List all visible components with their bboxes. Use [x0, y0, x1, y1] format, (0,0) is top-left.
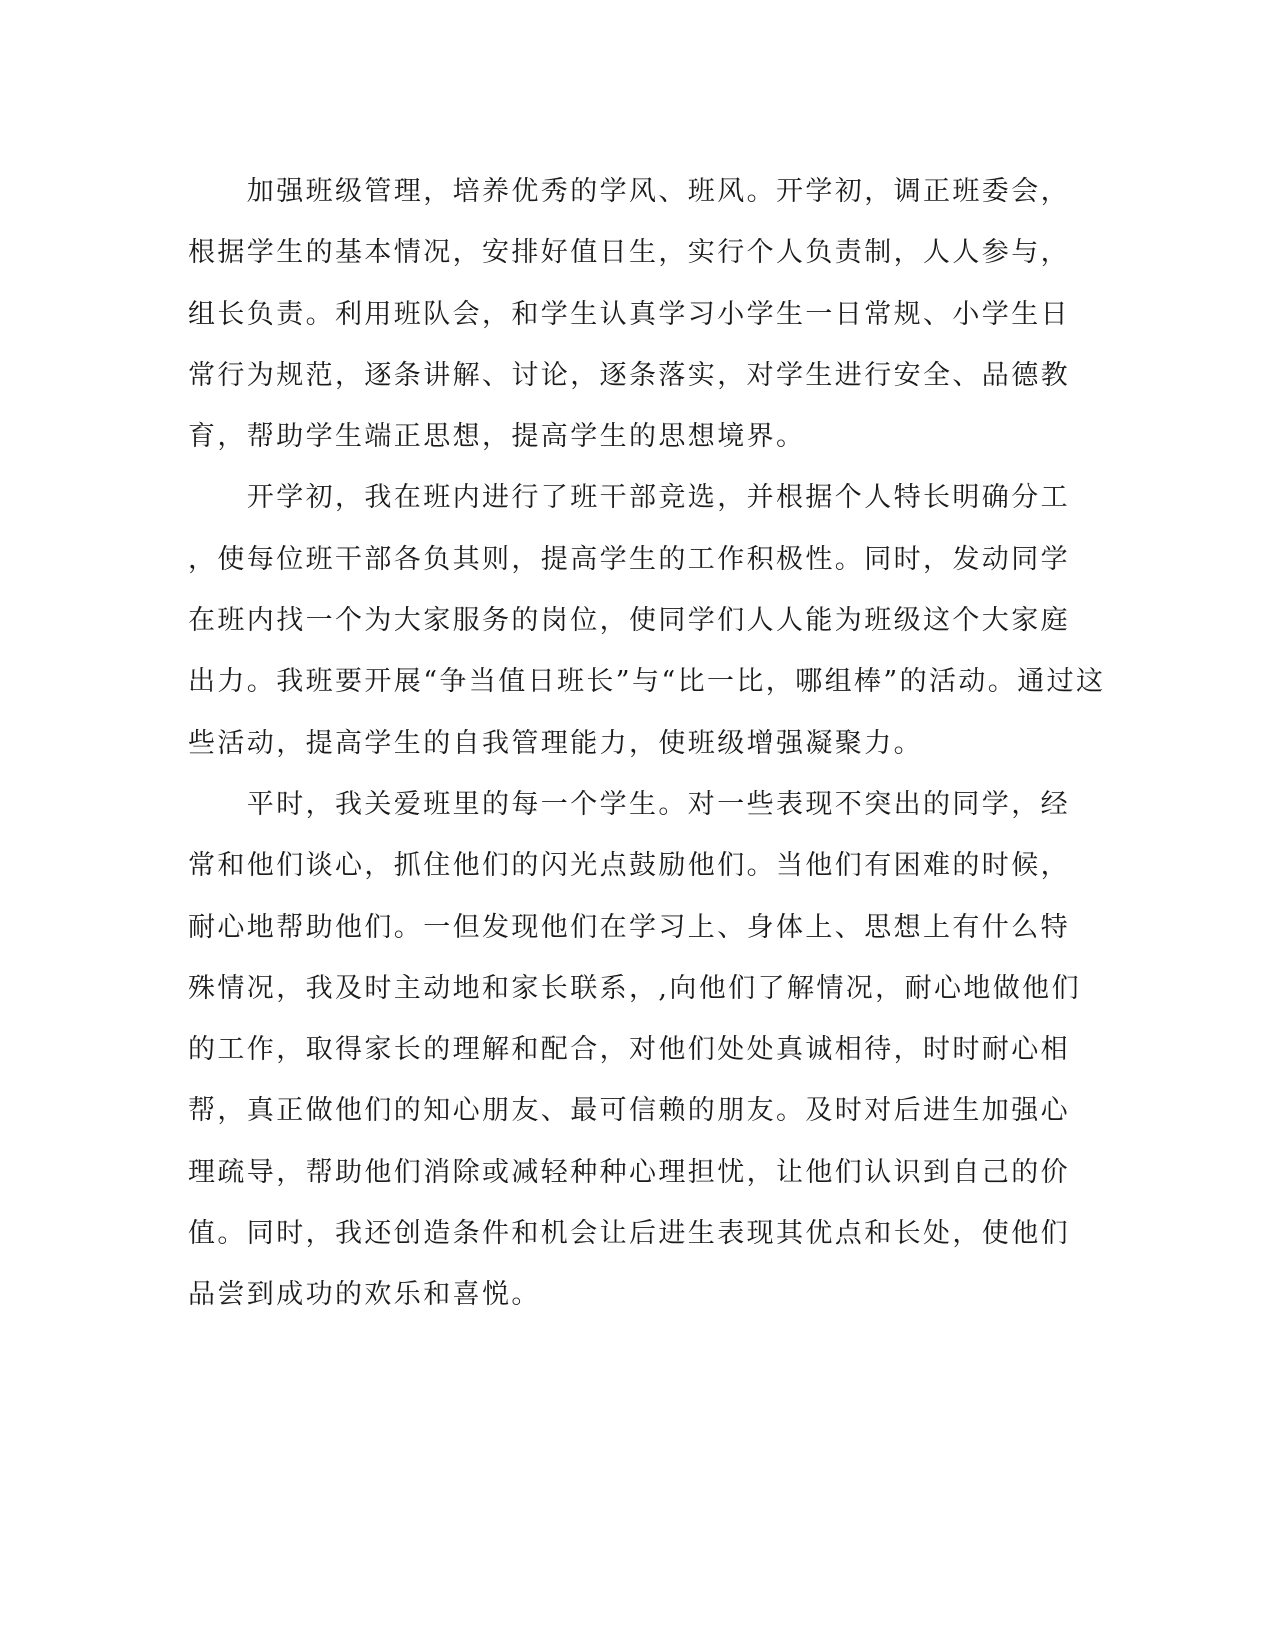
text-line: 品尝到成功的欢乐和喜悦。 — [188, 1279, 541, 1311]
text-line: 育，帮助学生端正思想，提高学生的思想境界。 — [188, 421, 806, 453]
document-body — [188, 161, 1106, 1326]
text-line: 出力。我班要开展“争当值日班长”与“比一比，哪组棒”的活动。通过这 — [188, 666, 1106, 698]
paragraph-2 — [188, 467, 1106, 773]
text-line: 常行为规范，逐条讲解、讨论，逐条落实，对学生进行安全、品德教 — [188, 359, 1070, 391]
text-line: 加强班级管理，培养优秀的学风、班风。开学初，调正班委会， — [188, 176, 1070, 207]
paragraph-1 — [188, 161, 1088, 467]
text-line: 殊情况，我及时主动地和家长联系，,向他们了解情况，耐心地做他们 — [188, 972, 1081, 1004]
text-line: ，使每位班干部各负其则，提高学生的工作积极性。同时，发动同学 — [188, 543, 1070, 575]
text-line: 耐心地帮助他们。一但发现他们在学习上、身体上、思想上有什么特 — [188, 911, 1070, 943]
text-line: 组长负责。利用班队会，和学生认真学习小学生一日常规、小学生日 — [188, 298, 1070, 330]
text-line: 些活动，提高学生的自我管理能力，使班级增强凝聚力。 — [188, 727, 923, 759]
text-line: 的工作，取得家长的理解和配合，对他们处处真诚相待，时时耐心相 — [188, 1034, 1070, 1066]
text-line: 值。同时，我还创造条件和机会让后进生表现其优点和长处，使他们 — [188, 1218, 1070, 1250]
text-line: 在班内找一个为大家服务的岗位，使同学们人人能为班级这个大家庭 — [188, 605, 1070, 637]
text-line: 理疏导，帮助他们消除或减轻种种心理担忧，让他们认识到自己的价 — [188, 1156, 1070, 1188]
text-line: 平时，我关爱班里的每一个学生。对一些表现不突出的同学，经 — [188, 788, 1070, 820]
text-line: 帮，真正做他们的知心朋友、最可信赖的朋友。及时对后进生加强心 — [188, 1095, 1070, 1127]
text-line: 开学初，我在班内进行了班干部竞选，并根据个人特长明确分工 — [188, 482, 1070, 514]
text-line: 根据学生的基本情况，安排好值日生，实行个人负责制，人人参与， — [188, 237, 1070, 269]
paragraph-3 — [188, 774, 1088, 1326]
text-line: 常和他们谈心，抓住他们的闪光点鼓励他们。当他们有困难的时候， — [188, 850, 1070, 882]
